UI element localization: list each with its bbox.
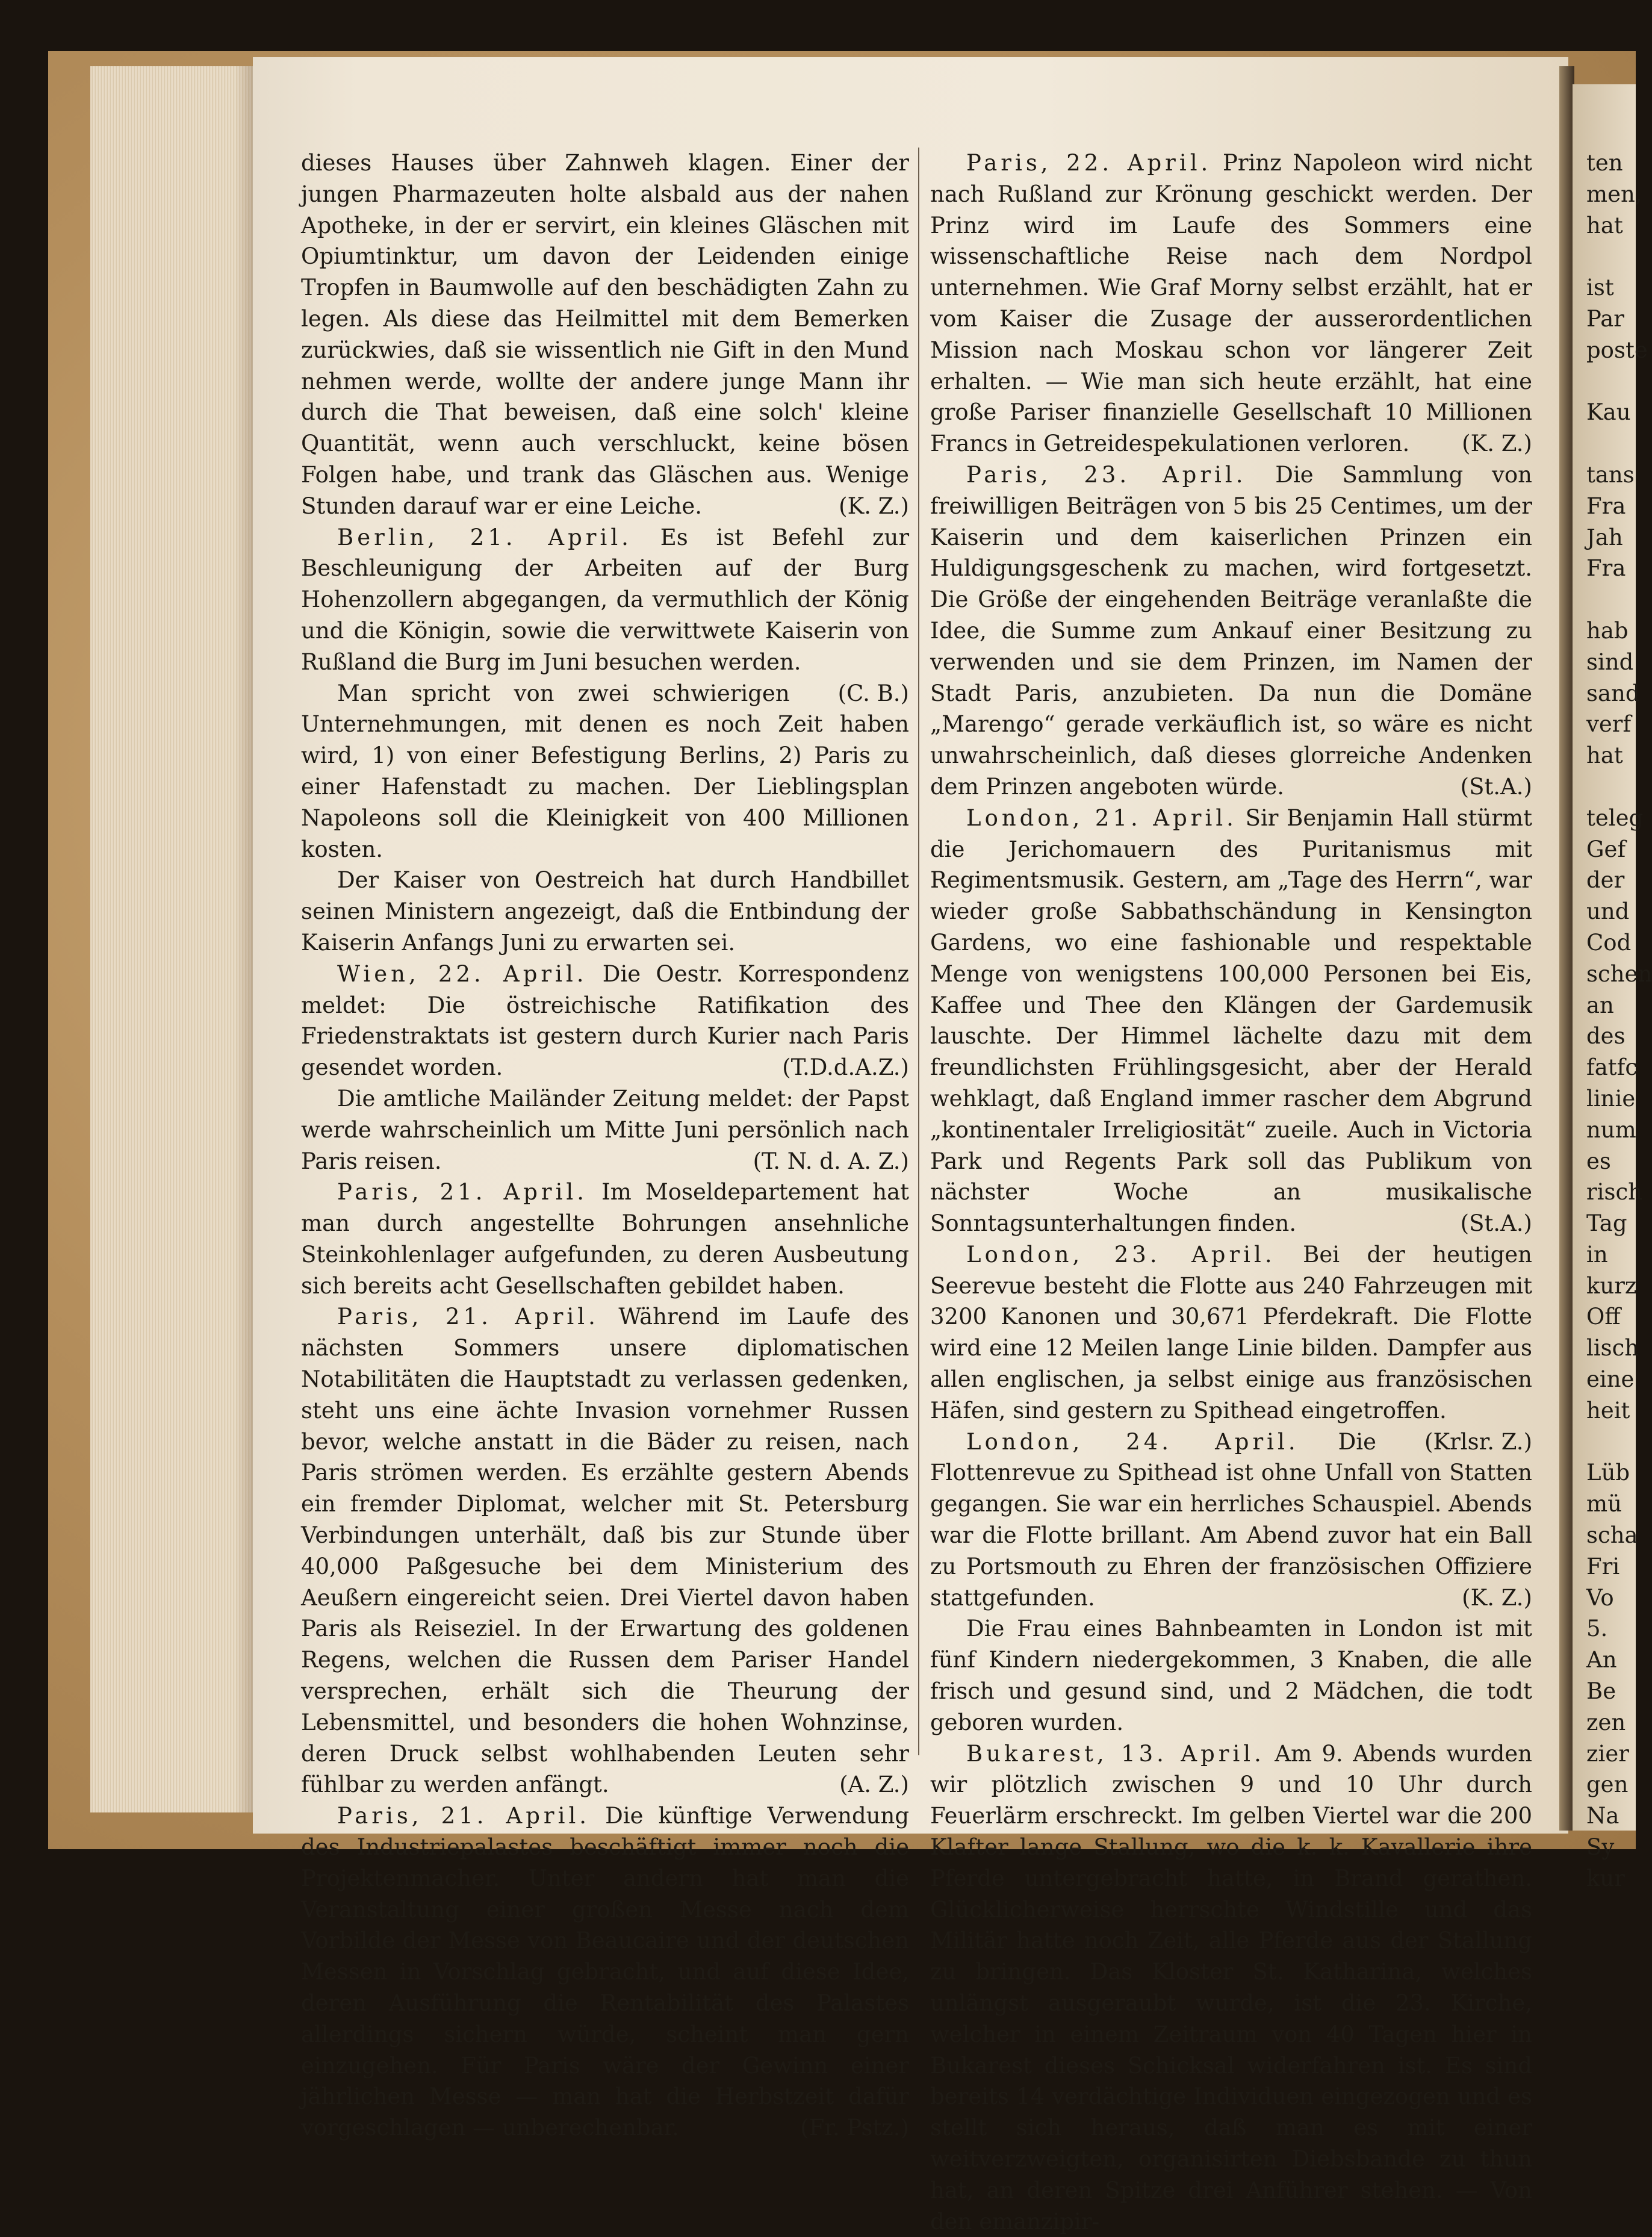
dateline: London, 23. April. (966, 1241, 1276, 1268)
facing-page-word-fragment: Cod (1586, 929, 1632, 956)
facing-page-word-fragment: Jah (1586, 524, 1623, 550)
source-attribution: (Krlsr. Z.) (1424, 1428, 1532, 1455)
facing-page-word-fragment: num (1586, 1116, 1636, 1143)
facing-page-word-fragment (1586, 1427, 1647, 1458)
article-text: Bei der heutigen Seerevue besteht die Flotte aus 240 Fahrzeugen mit 3200 Kanonen und 30,671 Pferdekraft. Die Flotte wird eine 12 Meilen lange Linie bilden. Dampfer aus allen englischen, ja selbst einige aus französischen Häfen, sind gestern zu Spithead eingetroffen. (930, 1241, 1532, 1423)
article-text: Man spricht von zwei schwierigen Unternehmungen, mit denen es noch Zeit haben wird, 1) von einer Befestigung Berlins, 2) Paris zu einer Hafenstadt zu machen. Der Lieblingsplan Napoleons soll die Kleinigkeit von 400 Millionen kosten. (301, 680, 909, 862)
article-text: Der Kaiser von Oestreich hat durch Handbillet seinen Ministern angezeigt, daß die Entbindung der Kaiserin Anfangs Juni zu erwarten sei. (301, 867, 909, 956)
article-paragraph (301, 148, 909, 522)
dateline: Bukarest, 13. April. (966, 1740, 1265, 1767)
left-column (301, 148, 909, 2144)
facing-page-word-fragment: ist (1586, 275, 1614, 301)
source-attribution: (K. Z.) (1462, 1584, 1532, 1611)
facing-page-word-fragment (1586, 584, 1647, 615)
facing-page-word-fragment: Off (1586, 1304, 1621, 1330)
article-paragraph (301, 1083, 909, 1177)
facing-page-word-fragment: heit (1586, 1397, 1630, 1423)
facing-page-word-fragment: zen (1586, 1709, 1626, 1735)
facing-page-word-fragment: Sy (1586, 1834, 1615, 1861)
dateline: London, 21. April. (966, 804, 1237, 831)
facing-page-word-fragment: Lüb (1586, 1460, 1630, 1486)
article-text: Es ist Befehl zur Beschleunigung der Arbeiten auf der Burg Hohenzollern abgegangen, da vermuthlich der König und die Königin, sowie die verwittwete Kaiserin von Rußland die Burg im Juni besuchen werden. (301, 524, 910, 675)
facing-page-word-fragment: Kau (1586, 399, 1631, 426)
facing-page-word-fragment: hab (1586, 617, 1629, 644)
facing-page-word-fragment: Tag (1586, 1210, 1627, 1237)
source-attribution: (T.D.d.A.Z.) (782, 1054, 909, 1081)
facing-page-word-fragment: und (1586, 898, 1630, 925)
source-attribution: (K. Z.) (1462, 431, 1532, 457)
facing-page-fragments (1586, 148, 1652, 1894)
facing-page-word-fragment: eine (1586, 1366, 1635, 1393)
article-paragraph (930, 459, 1532, 803)
facing-page-word-fragment: ten (1586, 150, 1623, 176)
dateline: Paris, 21. April. (337, 1803, 591, 1829)
facing-page-word-fragment: sand (1586, 680, 1640, 706)
article-paragraph (301, 865, 909, 958)
article-paragraph (930, 1738, 1532, 2237)
article-text: Die amtliche Mailänder Zeitung meldet: der Papst werde wahrscheinlich um Mitte Juni persönlich nach Paris reisen. (301, 1085, 909, 1174)
source-attribution: (St.A.) (1460, 773, 1532, 800)
right-column (930, 148, 1532, 2237)
article-paragraph (301, 522, 910, 706)
facing-page-word-fragment: in (1586, 1241, 1608, 1268)
facing-page-word-fragment: teleg (1586, 804, 1644, 831)
source-attribution: (A. Z.) (839, 1772, 909, 1798)
facing-page-word-fragment: hat (1586, 212, 1623, 238)
facing-page-word-fragment: linie (1586, 1085, 1636, 1112)
article-text: Die künftige Verwendung des Industriepalastes beschäftigt immer noch die Projektenmacher. Unter andern hat man die Veranstaltung einer großen Messe nach dem Vorbilde der Messe von Beaucaire und der deutschen Messen in Vorschlag gebracht, und auf diese Idee, deren Ausführung die Rentabilität des Palastes allerdings sichern würde, scheint man gern einzugehen. Für Paris wäre der Gewinn einer jährlichen Messe — man hat die Herbstzeit dafür vorgeschlagen — unberechenbar. (301, 1803, 910, 2141)
article-text: Die Oestr. Korrespondenz meldet: Die östreichische Ratifikation des Friedenstraktats ist gestern durch Kurier nach Paris gesendet worden. (301, 960, 910, 1081)
article-text: Die Frau eines Bahnbeamten in London ist mit fünf Kindern niedergekommen, 3 Knaben, die alle frisch und gesund sind, und 2 Mädchen, die todt geboren wurden. (930, 1616, 1532, 1735)
facing-page-word-fragment: Vo (1586, 1584, 1614, 1611)
facing-page-word-fragment: es (1586, 1148, 1611, 1174)
article-text: Während im Laufe des nächsten Sommers unsere diplomatischen Notabilitäten die Hauptstadt zu verlassen gedenken, steht uns eine ächte Invasion vornehmer Russen bevor, welche anstatt in die Bäder zu reisen, nach Paris strömen werden. Es erzählte gestern Abends ein fremder Diplomat, welcher mit St. Petersburg Verbindungen unterhält, daß bis zur Stunde über 40,000 Paßgesuche bei dem Ministerium des Aeußern eingereicht seien. Drei Viertel davon haben Paris als Reiseziel. In der Erwartung des goldenen Regens, welchen die Russen dem Pariser Handel versprechen, erhält sich die Theurung der Lebensmittel, und besonders die hohen Wohnzinse, deren Druck selbst wohlhabenden Leuten sehr fühlbar zu werden anfängt. (301, 1304, 910, 1798)
facing-page-word-fragment: Gef (1586, 836, 1626, 862)
article-paragraph (930, 148, 1532, 459)
facing-page-word-fragment: An (1586, 1647, 1617, 1673)
article-text: Im Moseldepartement hat man durch angestellte Bohrungen ansehnliche Steinkohlenlager aufgefunden, zu deren Ausbeutung sich bereits acht Gesellschaften gebildet haben. (301, 1179, 909, 1299)
source-attribution: (St.A.) (1460, 1210, 1532, 1237)
facing-page-word-fragment: Fra (1586, 493, 1626, 519)
source-attribution: (K. Z.) (839, 493, 909, 519)
dateline: Paris, 21. April. (337, 1304, 599, 1330)
source-attribution: (C. B.) (837, 680, 909, 706)
facing-page-word-fragment: zier (1586, 1740, 1629, 1767)
facing-page-word-fragment (1586, 241, 1647, 272)
article-text: Die Flottenrevue zu Spithead ist ohne Unfall von Statten gegangen. Sie war ein herrliches Schauspiel. Abends war die Flotte brillant. Am Abend zuvor hat ein Ball zu Portsmouth zu Ehren der französischen Offiziere stattgefunden. (930, 1428, 1532, 1611)
facing-page-word-fragment: sind (1586, 649, 1634, 675)
article-paragraph (301, 1177, 909, 1301)
facing-page-word-fragment: risch (1586, 1179, 1643, 1206)
facing-page-word-fragment: fatfc (1586, 1054, 1638, 1081)
article-paragraph (301, 1301, 909, 1800)
facing-page-word-fragment: der (1586, 867, 1625, 894)
facing-page-word-fragment: kurz (1586, 1272, 1637, 1299)
facing-page-word-fragment: scha (1586, 1522, 1638, 1549)
article-text: Sir Benjamin Hall stürmt die Jerichomauern des Puritanismus mit Regimentsmusik. Gestern, am „Tage des Herrn“, war wieder große Sabbathschändung in Kensington Gardens, wo eine fashionable und respektable Menge von wenigstens 100,000 Personen bei Eis, Kaffee und Thee den Klängen der Gardemusik lauschte. Der Himmel lächelte dazu mit dem freundlichsten Frühlingsgesicht, aber der Herald wehklagt, daß England immer rascher dem Abgrund „kontinentaler Irreligiosität“ zueile. Auch in Victoria Park und Regents Park soll das Publikum von nächster Woche an musikalische Sonntagsunterhaltungen finden. (930, 804, 1532, 1237)
article-paragraph (301, 1800, 909, 2144)
dateline: Berlin, 21. April. (337, 524, 632, 550)
dateline: Wien, 22. April. (337, 960, 588, 987)
article-text: dieses Hauses über Zahnweh klagen. Einer der jungen Pharmazeuten holte alsbald aus der nahen Apotheke, in der er servirt, ein kleines Gläschen mit Opiumtinktur, um davon der Leidenden einige Tropfen in Baumwolle auf den beschädigten Zahn zu legen. Als diese das Heilmittel mit dem Bemerken zurückwies, daß sie wissentlich nie Gift in den Mund nehmen werde, wollte der andere junge Mann ihr durch die That beweisen, daß eine solch' kleine Quantität, wenn auch verschluckt, keine bösen Folgen habe, und trank das Gläschen aus. Wenige Stunden darauf war er eine Leiche. (301, 150, 909, 519)
article-paragraph (301, 959, 909, 1083)
facing-page-word-fragment: Fra (1586, 555, 1626, 582)
facing-page-word-fragment (1586, 428, 1647, 459)
dateline: Paris, 21. April. (337, 1179, 588, 1206)
article-text: Die Sammlung von freiwilligen Beiträgen von 5 bis 25 Centimes, um der Kaiserin und dem kaiserlichen Prinzen ein Huldigungsgeschenk zu machen, wird fortgesetzt. Die Größe der eingehenden Beiträge veranlaßte die Idee, die Summe zum Ankauf einer Besitzung zu verwenden und sie dem Prinzen, im Namen der Stadt Paris, anzubieten. Da nun die Domäne „Marengo“ gerade verkäuflich ist, so wäre es nicht unwahrscheinlich, daß dieses glorreiche Andenken dem Prinzen angeboten würde. (930, 461, 1532, 800)
facing-page-word-fragment: verf (1586, 711, 1632, 738)
facing-page-word-fragment: des (1586, 1023, 1626, 1050)
facing-page-word-fragment: mü (1586, 1491, 1622, 1517)
dateline: Paris, 22. April. (966, 150, 1212, 176)
facing-page-word-fragment: Be (1586, 1678, 1616, 1705)
article-text: Am 9. Abends wurden wir plötzlich zwischen 9 und 10 Uhr durch Feuerlärm erschreckt. Im gelben Viertel war die 200 Klafter lange Stallung, wo die k. k. Kavallerie ihre Pferde untergebracht hatte, in Brand gerathen. Glücklicherweise herrschte Windstille und das Militär hatte noch Zeit, alle Pferde aus der Stallung zu bringen. Das Kloster St. Katharina, welches unlängst ausgeraubt wurde, ist die 23. Kirche, welcher in einem Zeitraum von 40 Tagen hier in Bukarest dieses Schicksal widerfahren ist. Es sind bereits 14 verdächtige Individuen eingezogen und es stellt sich heraus, daß man es mit einer weitverzweigten, organisirten Diebsbande zu thun hat, an deren Spitze drei Anführer stehen. — Von den emanzipir- (930, 1740, 1532, 2235)
article-text: Prinz Napoleon wird nicht nach Rußland zur Krönung geschickt werden. Der Prinz wird im Laufe des Sommers eine wissenschaftliche Reise nach dem Nordpol unternehmen. Wie Graf Morny selbst erzählt, hat er vom Kaiser die Zusage der ausserordentlichen Mission nach Moskau schon vor längerer Zeit erhalten. — Wie man sich heute erzählt, hat eine große Pariser finanzielle Gesellschaft 10 Millionen Francs in Getreidespekulationen verloren. (930, 150, 1533, 457)
source-attribution: (T. N. d. A. Z.) (753, 1148, 909, 1174)
dateline: London, 24. April. (966, 1428, 1299, 1455)
article-paragraph (930, 1613, 1532, 1738)
facing-page-word-fragment: poste (1586, 337, 1648, 363)
facing-page-word-fragment: Na (1586, 1803, 1619, 1829)
facing-page-word-fragment: lisch (1586, 1335, 1639, 1361)
facing-page-word-fragment: Par (1586, 305, 1624, 332)
dateline: Paris, 23. April. (966, 461, 1247, 488)
facing-page-word-fragment (1586, 366, 1647, 397)
facing-page-word-fragment: hat (1586, 742, 1623, 769)
source-attribution: (Fr. Pstz.) (800, 2115, 909, 2141)
facing-page-word-fragment: gen (1586, 1772, 1629, 1798)
facing-page-word-fragment: an (1586, 992, 1614, 1018)
facing-page-word-fragment (1586, 771, 1647, 803)
facing-page-word-fragment: schen (1586, 960, 1652, 987)
facing-page-word-fragment: men, (1586, 181, 1642, 207)
facing-page-word-fragment: 5. (1586, 1616, 1608, 1642)
page-stack-edge (90, 66, 259, 1812)
facing-page-word-fragment: Fri (1586, 1553, 1620, 1579)
article-paragraph (930, 803, 1532, 1239)
facing-page-word-fragment: kur (1586, 1865, 1625, 1891)
column-divider (918, 148, 919, 1755)
facing-page-word-fragment: tans (1586, 461, 1635, 488)
